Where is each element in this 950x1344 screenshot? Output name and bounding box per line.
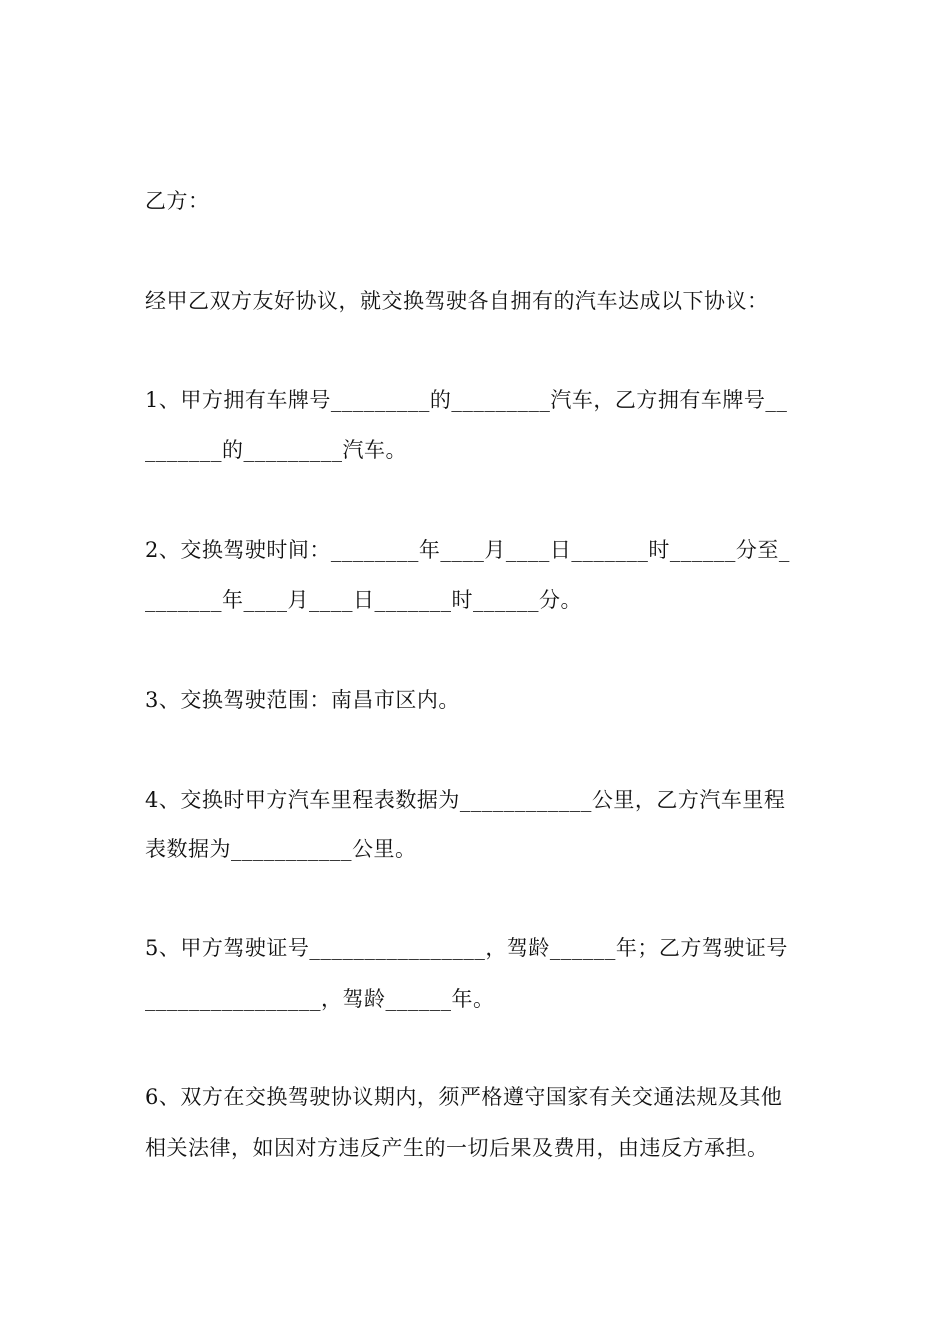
clause-line: 2、交换驾驶时间：________年____月____日_______时______分至_: [145, 538, 790, 562]
clause-line: _______的_________汽车。: [145, 438, 407, 462]
clause-line: 相关法律，如因对方违反产生的一切后果及费用，由违反方承担。: [145, 1136, 769, 1160]
clause-line: 1、甲方拥有车牌号_________的_________汽车，乙方拥有车牌号__: [145, 388, 788, 412]
clause-line: 4、交换时甲方汽车里程表数据为____________公里，乙方汽车里程: [145, 788, 786, 812]
clause-line: 表数据为___________公里。: [145, 837, 417, 861]
clause-line: ________________，驾龄______年。: [145, 987, 495, 1011]
clause-line: 6、双方在交换驾驶协议期内，须严格遵守国家有关交通法规及其他: [145, 1085, 783, 1109]
clause-line: 3、交换驾驶范围：南昌市区内。: [145, 688, 460, 712]
clause-line: 5、甲方驾驶证号________________，驾龄______年；乙方驾驶证号: [145, 936, 788, 960]
party-b-label: 乙方：: [145, 189, 210, 213]
clause-line: _______年____月____日_______时______分。: [145, 588, 582, 612]
intro-paragraph: 经甲乙双方友好协议，就交换驾驶各自拥有的汽车达成以下协议：: [145, 289, 769, 313]
